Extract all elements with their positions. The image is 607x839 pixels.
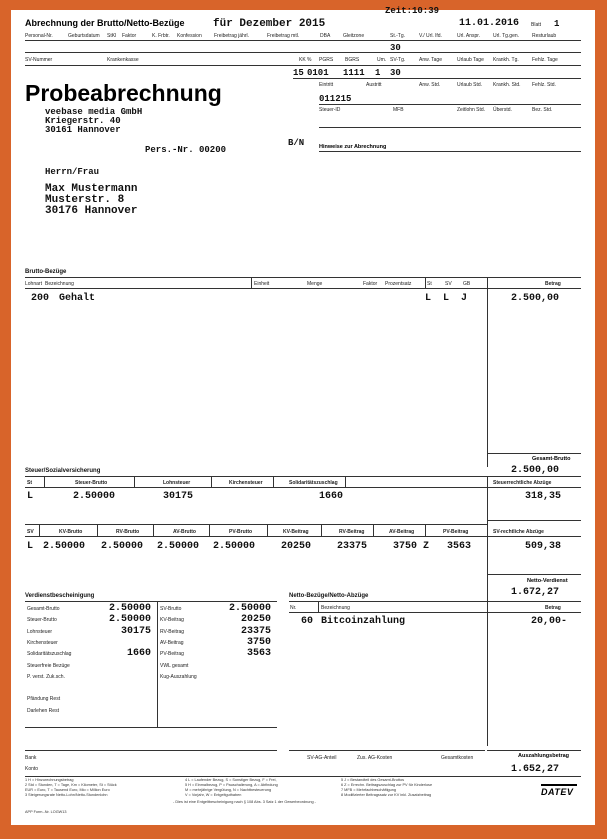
col-gb: GB	[463, 281, 471, 287]
print-date: 11.01.2016	[459, 18, 520, 29]
label-anw-std: Anw. Std.	[419, 82, 441, 88]
label-kk-prozent: KK %	[299, 57, 312, 63]
zus-ag-kosten-label: Zus. AG-Kosten	[357, 755, 393, 761]
netto-verdienst-value: 1.672,27	[511, 587, 560, 598]
label-url-anspr: Url. Anspr.	[457, 33, 481, 39]
brutto-row-st: L	[425, 293, 432, 304]
sv-value-kv-beitrag: 20250	[281, 541, 312, 552]
blatt-label: Blatt	[531, 22, 542, 28]
label-fehlz-std: Fehlz. Std.	[532, 82, 556, 88]
recipient-address	[45, 184, 137, 217]
sender-address	[45, 108, 142, 135]
auszahlung-label: Auszahlungsbetrag	[518, 753, 570, 759]
label-personal-nr: Personal-Nr.	[25, 33, 53, 39]
sv-col-kv-brutto: KV-Brutto	[59, 529, 83, 535]
verdienst-left-label: Steuerfreie Bezüge	[27, 663, 70, 669]
sv-value-rv-brutto: 2.50000	[101, 541, 144, 552]
recipient-salutation: Herrn/Frau	[45, 167, 100, 177]
label-faktor: Faktor	[122, 33, 137, 39]
st-tg-value: 30	[390, 43, 401, 53]
verdienst-right-value: 2.50000	[228, 603, 271, 614]
sender-line-city: 30161 Hannover	[45, 125, 121, 135]
verdienst-left-value: 2.50000	[108, 614, 151, 625]
sv-col-pv-beitrag: PV-Beitrag	[443, 529, 469, 535]
form-number: APP Form.-Nr. LOGW13	[25, 810, 67, 814]
gesamt-brutto-value: 2.500,00	[511, 465, 560, 476]
brutto-row-sv: L	[443, 293, 450, 304]
sv-col-kv-beitrag: KV-Beitrag	[283, 529, 309, 535]
sv-col-pv-brutto: PV-Brutto	[229, 529, 253, 535]
probeabrechnung-title: Probeabrechnung	[25, 80, 222, 106]
label-eintritt: Eintritt	[319, 82, 334, 88]
label-freibetrag-jaehrl: Freibetrag jährl.	[214, 33, 250, 39]
label-bgrs: BGRS	[345, 57, 360, 63]
brutto-row-betrag: 2.500,00	[511, 293, 560, 304]
label-bez-std: Bez. Std.	[532, 107, 553, 113]
col-menge: Menge	[307, 281, 323, 287]
label-krankenkasse: Krankenkasse	[107, 57, 139, 63]
time-stamp: Zeit:10:39	[385, 6, 440, 16]
recipient-city: 30176 Hannover	[45, 205, 138, 217]
sv-value-kv-brutto: 2.50000	[43, 541, 86, 552]
nb-row-nr: 60	[301, 616, 314, 627]
col-prozentsatz: Prozentsatz	[385, 281, 412, 287]
brutto-row-gb: J	[461, 293, 468, 304]
verdienst-right-value: 20250	[240, 614, 271, 625]
label-dba: DBA	[320, 33, 331, 39]
label-steuer-id: Steuer-ID	[319, 107, 341, 113]
verdienst-left-label: Solidaritätszuschlag	[27, 651, 72, 657]
col-einheit: Einheit	[254, 281, 270, 287]
label-url-tg-gen: Url. Tg.gen.	[493, 33, 520, 39]
label-um: Um.	[377, 57, 387, 63]
sv-col-abzuege: SV-rechtliche Abzüge	[493, 529, 544, 535]
steuer-col-abzuege: Steuerrechtliche Abzüge	[493, 480, 552, 486]
verdienst-right-label: AV-Beitrag	[160, 640, 184, 646]
verdienst-left-label: Gesamt-Brutto	[27, 606, 60, 612]
payslip-page	[11, 6, 595, 825]
bank-label: Bank	[25, 755, 37, 761]
sv-value-rv-beitrag: 23375	[337, 541, 368, 552]
label-urlaub-tage: Urlaub Tage	[457, 57, 484, 63]
steuer-value-abzuege: 318,35	[525, 491, 562, 502]
sv-value-z-marker: Z	[423, 541, 430, 552]
label-konfession: Konfession	[177, 33, 202, 39]
steuer-col-brutto: Steuer-Brutto	[75, 480, 108, 486]
nb-row-betrag: 20,00-	[531, 616, 568, 627]
verdienst-section-title: Verdienstbescheinigung	[25, 593, 95, 599]
label-st-tg: St.-Tg.	[390, 33, 406, 39]
label-ueberstd: Überstd.	[493, 107, 512, 113]
label-anw-tage: Anw. Tage	[419, 57, 442, 63]
label-zeitlohn-std: Zeitlohn Std.	[457, 107, 486, 113]
label-austritt: Austritt	[366, 82, 382, 88]
sender-line-company: veebase media GmbH	[45, 107, 143, 117]
label-sv-nummer: SV-Nummer	[25, 57, 53, 63]
verdienst-right-label: Kug-Auszahlung	[160, 674, 197, 680]
label-krankh-std: Krankh. Std.	[493, 82, 521, 88]
nb-col-betrag: Betrag	[545, 605, 561, 611]
label-fehlz-tage: Fehlz. Tage	[532, 57, 558, 63]
hinweise-label: Hinweise zur Abrechnung	[319, 144, 387, 150]
verdienst-left-value: 2.50000	[108, 603, 151, 614]
gesamtkosten-label: Gesamtkosten	[441, 755, 474, 761]
label-freibetrag-mtl: Freibetrag mtl.	[267, 33, 300, 39]
verdienst-right-value: 3563	[246, 648, 271, 659]
sv-value-pv-brutto: 2.50000	[213, 541, 256, 552]
netto-verdienst-label: Netto-Verdienst	[527, 578, 568, 584]
gesamt-brutto-label: Gesamt-Brutto	[532, 456, 571, 462]
col-lohnart: Lohnart	[25, 281, 42, 287]
verdienst-right-label: RV-Beitrag	[160, 629, 185, 635]
col-faktor: Faktor	[363, 281, 378, 287]
steuer-col-soli: Solidaritätszuschlag	[289, 480, 338, 486]
col-bezeichnung: Bezeichnung	[45, 281, 74, 287]
label-krankh-tg: Krankh. Tg.	[493, 57, 519, 63]
verdienst-left-label: Darlehen Rest	[27, 708, 59, 714]
period: für Dezember 2015	[213, 18, 326, 30]
footnotes-col2: 4 L = Laufender Bezug, S = Sonstiger Bezug, F = Frei, 5 H = Einmalbezug, P = Pauschalierung, A = Abfindung M = mehrjährige Vergütung, N = Nachtbesteuerung V = Vorjahr, W = Entgeltguthaben	[185, 778, 278, 797]
label-geburtsdatum: Geburtsdatum	[68, 33, 100, 39]
nb-col-bezeichnung: Bezeichnung	[321, 605, 350, 611]
label-urlaub-std: Urlaub Std.	[457, 82, 483, 88]
verdienst-right-value: 23375	[240, 626, 271, 637]
bn-marker: B/N	[288, 138, 305, 148]
label-sv-tg: SV-Tg.	[390, 57, 406, 63]
steuer-value-st: L	[27, 491, 34, 502]
sv-col-av-beitrag: AV-Beitrag	[389, 529, 415, 535]
recipient-name: Max Mustermann	[45, 183, 138, 195]
steuer-value-brutto: 2.50000	[73, 491, 116, 502]
document-title: Abrechnung der Brutto/Netto-Bezüge	[25, 18, 185, 28]
steuer-col-lohnsteuer: Lohnsteuer	[163, 480, 191, 486]
bgrs-value: 1111	[343, 68, 365, 78]
sv-value-av-brutto: 2.50000	[157, 541, 200, 552]
label-url-lfd: V./ Url. lfd.	[419, 33, 442, 39]
footnotes-col1: 1 H = Hinzurechnungsbetrag 2 Std = Stunden, T = Tage, Km = Kilometer, St = Stück EUR = Euro, T = Tausend Euro, Mio = Million Euro 3 Steigerungsrate Netto-Lohn/Netto-Stundenlohn	[25, 778, 117, 797]
footnotes-col3: 5 J = Bestandteil des Gesamt-Bruttos 6 Z = Errechn. Beitragszuschlag zur PV für Kinderlose 7 MFB = Mehrfachbeschäftigung 8 Modifizierter Beitragssatz zur KV inkl. Zusatzbeitrag	[341, 778, 433, 797]
col-st: St	[427, 281, 432, 287]
verdienst-left-label: P. verst. Zuk.sch.	[27, 674, 65, 680]
col-sv: SV	[445, 281, 452, 287]
pgrs-value: 0101	[307, 68, 329, 78]
recipient-street: Musterstr. 8	[45, 194, 125, 206]
brutto-row-lohnart: 200	[31, 293, 50, 304]
sv-value-av-beitrag: 3750	[393, 541, 418, 552]
steuer-section-title: Steuer/Sozialversicherung	[25, 468, 101, 474]
sv-value-sv: L	[27, 541, 34, 552]
steuer-col-kirchensteuer: Kirchensteuer	[229, 480, 263, 486]
personal-number: Pers.-Nr. 00200	[145, 145, 227, 155]
sv-col-av-brutto: AV-Brutto	[173, 529, 196, 535]
sender-line-street: Kriegerstr. 40	[45, 116, 121, 126]
kk-value: 15	[293, 68, 304, 78]
sv-ag-anteil-label: SV-AG-Anteil	[307, 755, 337, 761]
verdienst-left-value: 30175	[120, 626, 151, 637]
brutto-row-bezeichnung: Gehalt	[59, 293, 96, 304]
entgeltbescheinigung-statement: - Dies ist eine Entgeltbescheinigung nach § 108 Abs. 3 Satz 1 der Gewerbeordnung -	[173, 800, 316, 804]
nb-row-bezeichnung: Bitcoinzahlung	[321, 616, 406, 627]
verdienst-right-label: VWL gesamt	[160, 663, 189, 669]
sv-tg-value: 30	[390, 68, 401, 78]
datev-logo: DATEV	[541, 784, 577, 798]
eintritt-value: 011215	[319, 94, 352, 104]
verdienst-left-label: Pfändung Rest	[27, 696, 61, 702]
nb-col-nr: Nr.	[290, 605, 297, 611]
verdienst-left-value: 1660	[126, 648, 151, 659]
verdienst-right-label: SV-Brutto	[160, 606, 182, 612]
label-pgrs: PGRS	[319, 57, 334, 63]
label-mfb: MFB	[393, 107, 404, 113]
steuer-value-soli: 1660	[319, 491, 344, 502]
auszahlung-value: 1.652,27	[511, 764, 560, 775]
nettobezuege-section-title: Netto-Bezüge/Netto-Abzüge	[289, 593, 369, 599]
label-stkl: StKl	[107, 33, 117, 39]
sv-col-rv-beitrag: RV-Beitrag	[339, 529, 365, 535]
verdienst-right-value: 3750	[246, 637, 271, 648]
sv-value-abzuege: 509,38	[525, 541, 562, 552]
label-gleitzone: Gleitzone	[343, 33, 365, 39]
sv-col-rv-brutto: RV-Brutto	[116, 529, 140, 535]
col-betrag: Betrag	[545, 281, 561, 287]
konto-label: Konto	[25, 766, 39, 772]
steuer-value-lohnsteuer: 30175	[163, 491, 194, 502]
um-value: 1	[375, 68, 381, 78]
verdienst-right-label: KV-Beitrag	[160, 617, 184, 623]
verdienst-left-label: Kirchensteuer	[27, 640, 58, 646]
label-resturlaub: Resturlaub	[532, 33, 557, 39]
sv-value-pv-beitrag: 3563	[447, 541, 472, 552]
verdienst-left-label: Steuer-Brutto	[27, 617, 57, 623]
steuer-col-st: St	[27, 480, 32, 486]
verdienst-left-label: Lohnsteuer	[27, 629, 53, 635]
verdienst-right-label: PV-Beitrag	[160, 651, 184, 657]
label-k-frbtr: K. Frbtr.	[152, 33, 170, 39]
blatt-value: 1	[554, 19, 560, 29]
brutto-section-title: Brutto-Bezüge	[25, 269, 67, 275]
sv-col-sv: SV	[27, 529, 34, 535]
